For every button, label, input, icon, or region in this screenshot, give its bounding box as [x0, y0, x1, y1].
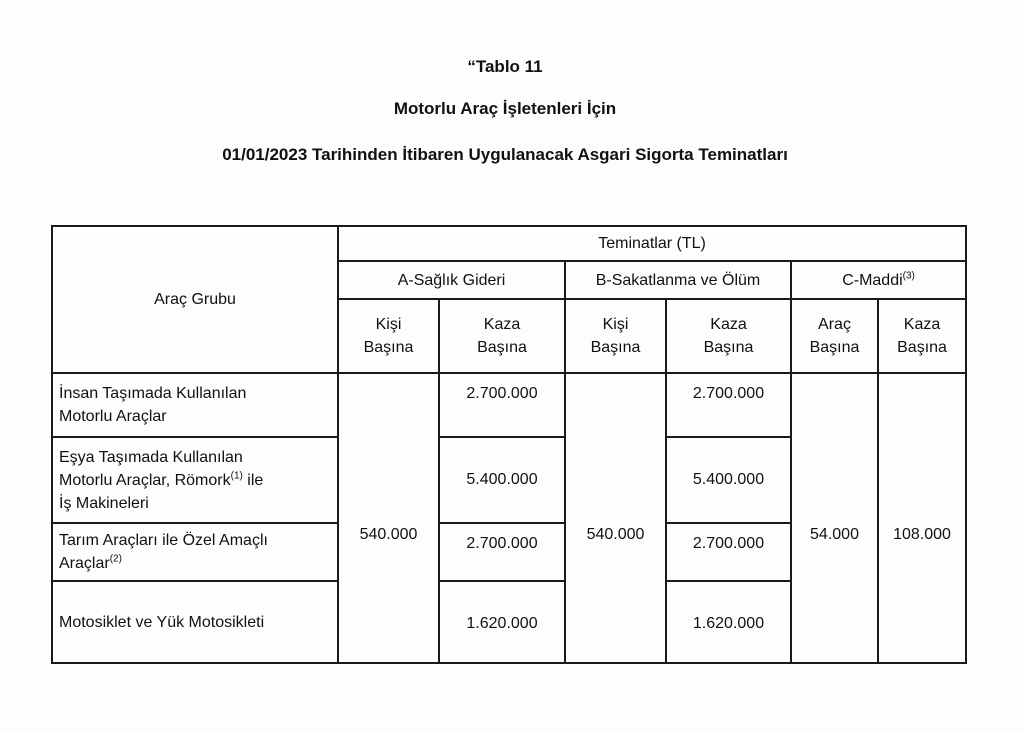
sub-header-text: Kişi — [602, 316, 629, 333]
table-heading: 01/01/2023 Tarihinden İtibaren Uygulanacak Asgari Sigorta Teminatları — [222, 145, 788, 164]
category-b-header: B-Sakatlanma ve Ölüm — [565, 261, 791, 299]
vehicle-group-cell: İnsan Taşımada Kullanılan Motorlu Araçlar — [52, 373, 338, 437]
coverage-table — [51, 225, 967, 664]
kaza-basina-a-value: 2.700.000 — [439, 373, 565, 437]
sub-header-text: Başına — [897, 339, 947, 356]
kaza-basina-a-value: 5.400.000 — [439, 437, 565, 523]
sub-header-kisi-a — [338, 299, 439, 373]
vehicle-group-cell: Eşya Taşımada Kullanılan Motorlu Araçlar, Römork$^{(1)}$ ile İş Makineleri — [52, 437, 338, 523]
sub-header-text: Kaza — [483, 316, 521, 333]
document-title-block — [0, 54, 1010, 167]
sub-header-text: Kaza — [710, 316, 747, 333]
arac-basina-c-value: 54.000 — [791, 373, 878, 663]
table-number: “Tablo 11 — [467, 57, 543, 76]
kisi-basina-a-value: 540.000 — [338, 373, 439, 663]
sub-header-text: Başına — [590, 339, 641, 356]
kaza-basina-a-value: 1.620.000 — [439, 581, 565, 663]
kisi-basina-b-value: 540.000 — [565, 373, 666, 663]
table-row — [52, 373, 966, 437]
kaza-basina-b-value: 2.700.000 — [666, 523, 791, 581]
kaza-basina-a-value: 2.700.000 — [439, 523, 565, 581]
coverage-main-header: Teminatlar (TL) — [338, 226, 966, 261]
sub-header-text: Başına — [703, 339, 754, 356]
sub-header-text: Araç — [818, 316, 851, 333]
kaza-basina-b-value: 1.620.000 — [666, 581, 791, 663]
category-c-label: C-Maddi — [842, 271, 903, 289]
sub-header-text: Başına — [477, 339, 527, 356]
kaza-basina-b-value: 5.400.000 — [666, 437, 791, 523]
vehicle-group-cell: Tarım Araçları ile Özel Amaçlı Araçlar$^{(2)}$ — [52, 523, 338, 581]
sub-header-text: Kaza — [903, 316, 941, 333]
category-c-footnote: (3) — [902, 270, 915, 282]
sub-header-kaza-b — [666, 299, 791, 373]
category-c-header — [791, 261, 966, 299]
sub-header-text: Başına — [809, 339, 860, 356]
vehicle-group-cell: Motosiklet ve Yük Motosikleti — [52, 581, 338, 663]
sub-header-arac-c — [791, 299, 878, 373]
footnote-marker: (1) — [230, 470, 243, 482]
sub-header-kaza-c — [878, 299, 966, 373]
vehicle-group-header: Araç Grubu — [52, 226, 338, 373]
table-subtitle: Motorlu Araç İşletenleri İçin — [393, 99, 617, 118]
kaza-basina-c-value: 108.000 — [878, 373, 966, 663]
sub-header-text: Başına — [363, 339, 414, 356]
category-a-header: A-Sağlık Gideri — [338, 261, 565, 299]
sub-header-text: Kişi — [375, 316, 402, 333]
sub-header-kaza-a — [439, 299, 565, 373]
sub-header-kisi-b — [565, 299, 666, 373]
footnote-marker: (2) — [109, 553, 122, 565]
kaza-basina-b-value: 2.700.000 — [666, 373, 791, 437]
